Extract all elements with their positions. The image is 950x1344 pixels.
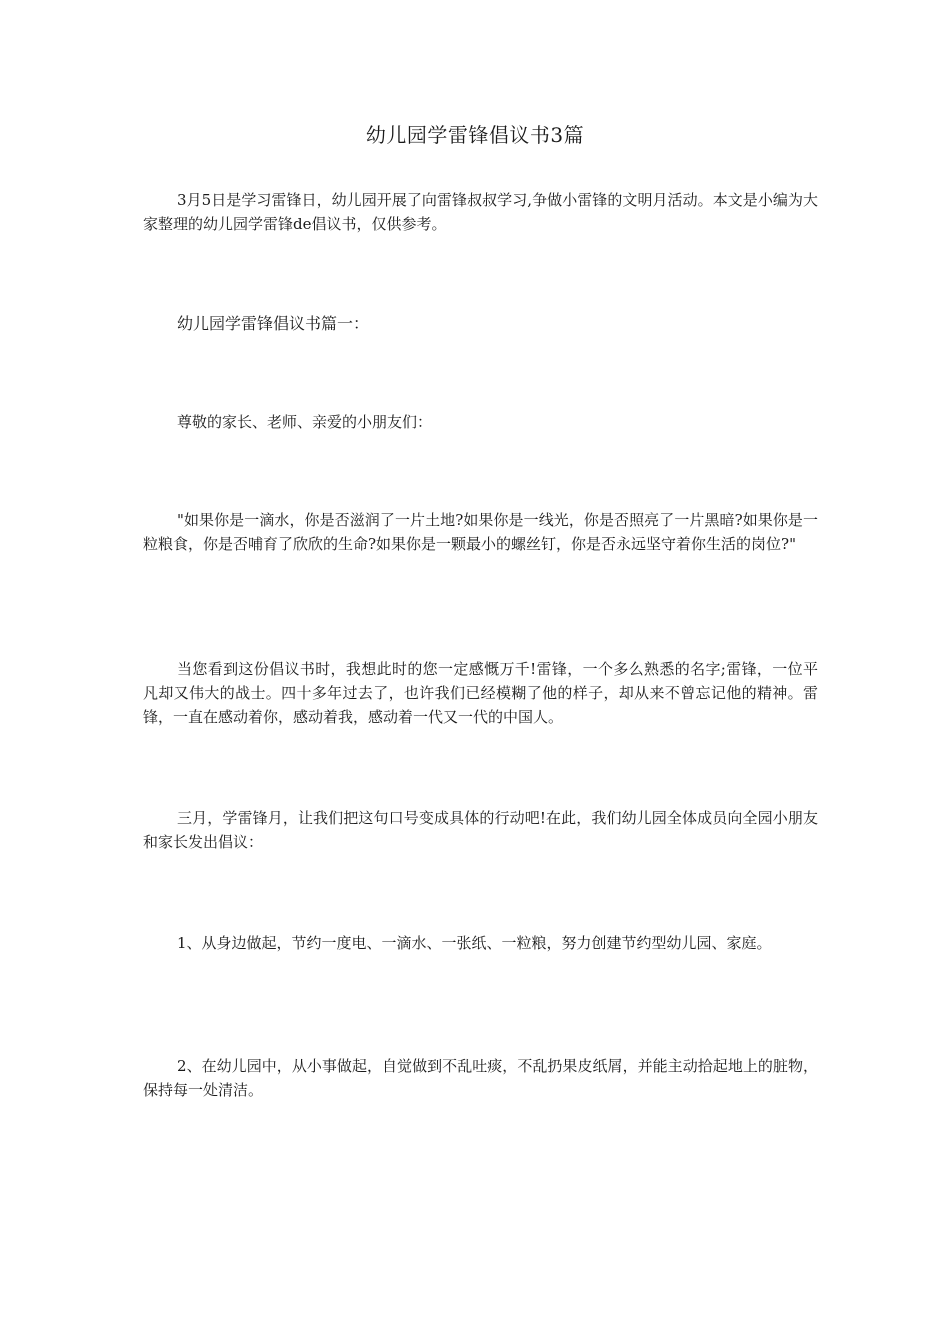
document-title: 幼儿园学雷锋倡议书3篇 — [365, 123, 585, 147]
paragraph-quote: "如果你是一滴水，你是否滋润了一片土地?如果你是一线光，你是否照亮了一片黑暗?如果你是一粒粮食，你是否哺育了欣欣的生命?如果你是一颗最小的螺丝钉，你是否永远坚守着你生活的岗位?" — [143, 511, 818, 553]
intro-paragraph: 3月5日是学习雷锋日，幼儿园开展了向雷锋叔叔学习,争做小雷锋的文明月活动。本文是小编为大家整理的幼儿园学雷锋de倡议书，仅供参考。 — [143, 191, 818, 233]
paragraph-item-2: 2、在幼儿园中，从小事做起，自觉做到不乱吐痰，不乱扔果皮纸屑，并能主动拾起地上的脏物，保持每一处清洁。 — [143, 1057, 818, 1099]
paragraph-march: 三月，学雷锋月，让我们把这句口号变成具体的行动吧!在此，我们幼儿园全体成员向全园小朋友和家长发出倡议： — [143, 809, 818, 851]
section-heading: 幼儿园学雷锋倡议书篇一： — [177, 314, 370, 333]
salutation: 尊敬的家长、老师、亲爱的小朋友们： — [177, 413, 433, 431]
paragraph-leifeng: 当您看到这份倡议书时，我想此时的您一定感慨万千!雷锋，一个多么熟悉的名字;雷锋，一位平凡却又伟大的战士。四十多年过去了，也许我们已经模糊了他的样子，却从来不曾忘记他的精神。雷锋，一直在感动着你，感动着我，感动着一代又一代的中国人。 — [143, 660, 818, 726]
paragraph-item-1: 1、从身边做起，节约一度电、一滴水、一张纸、一粒粮，努力创建节约型幼儿园、家庭。 — [177, 934, 772, 952]
